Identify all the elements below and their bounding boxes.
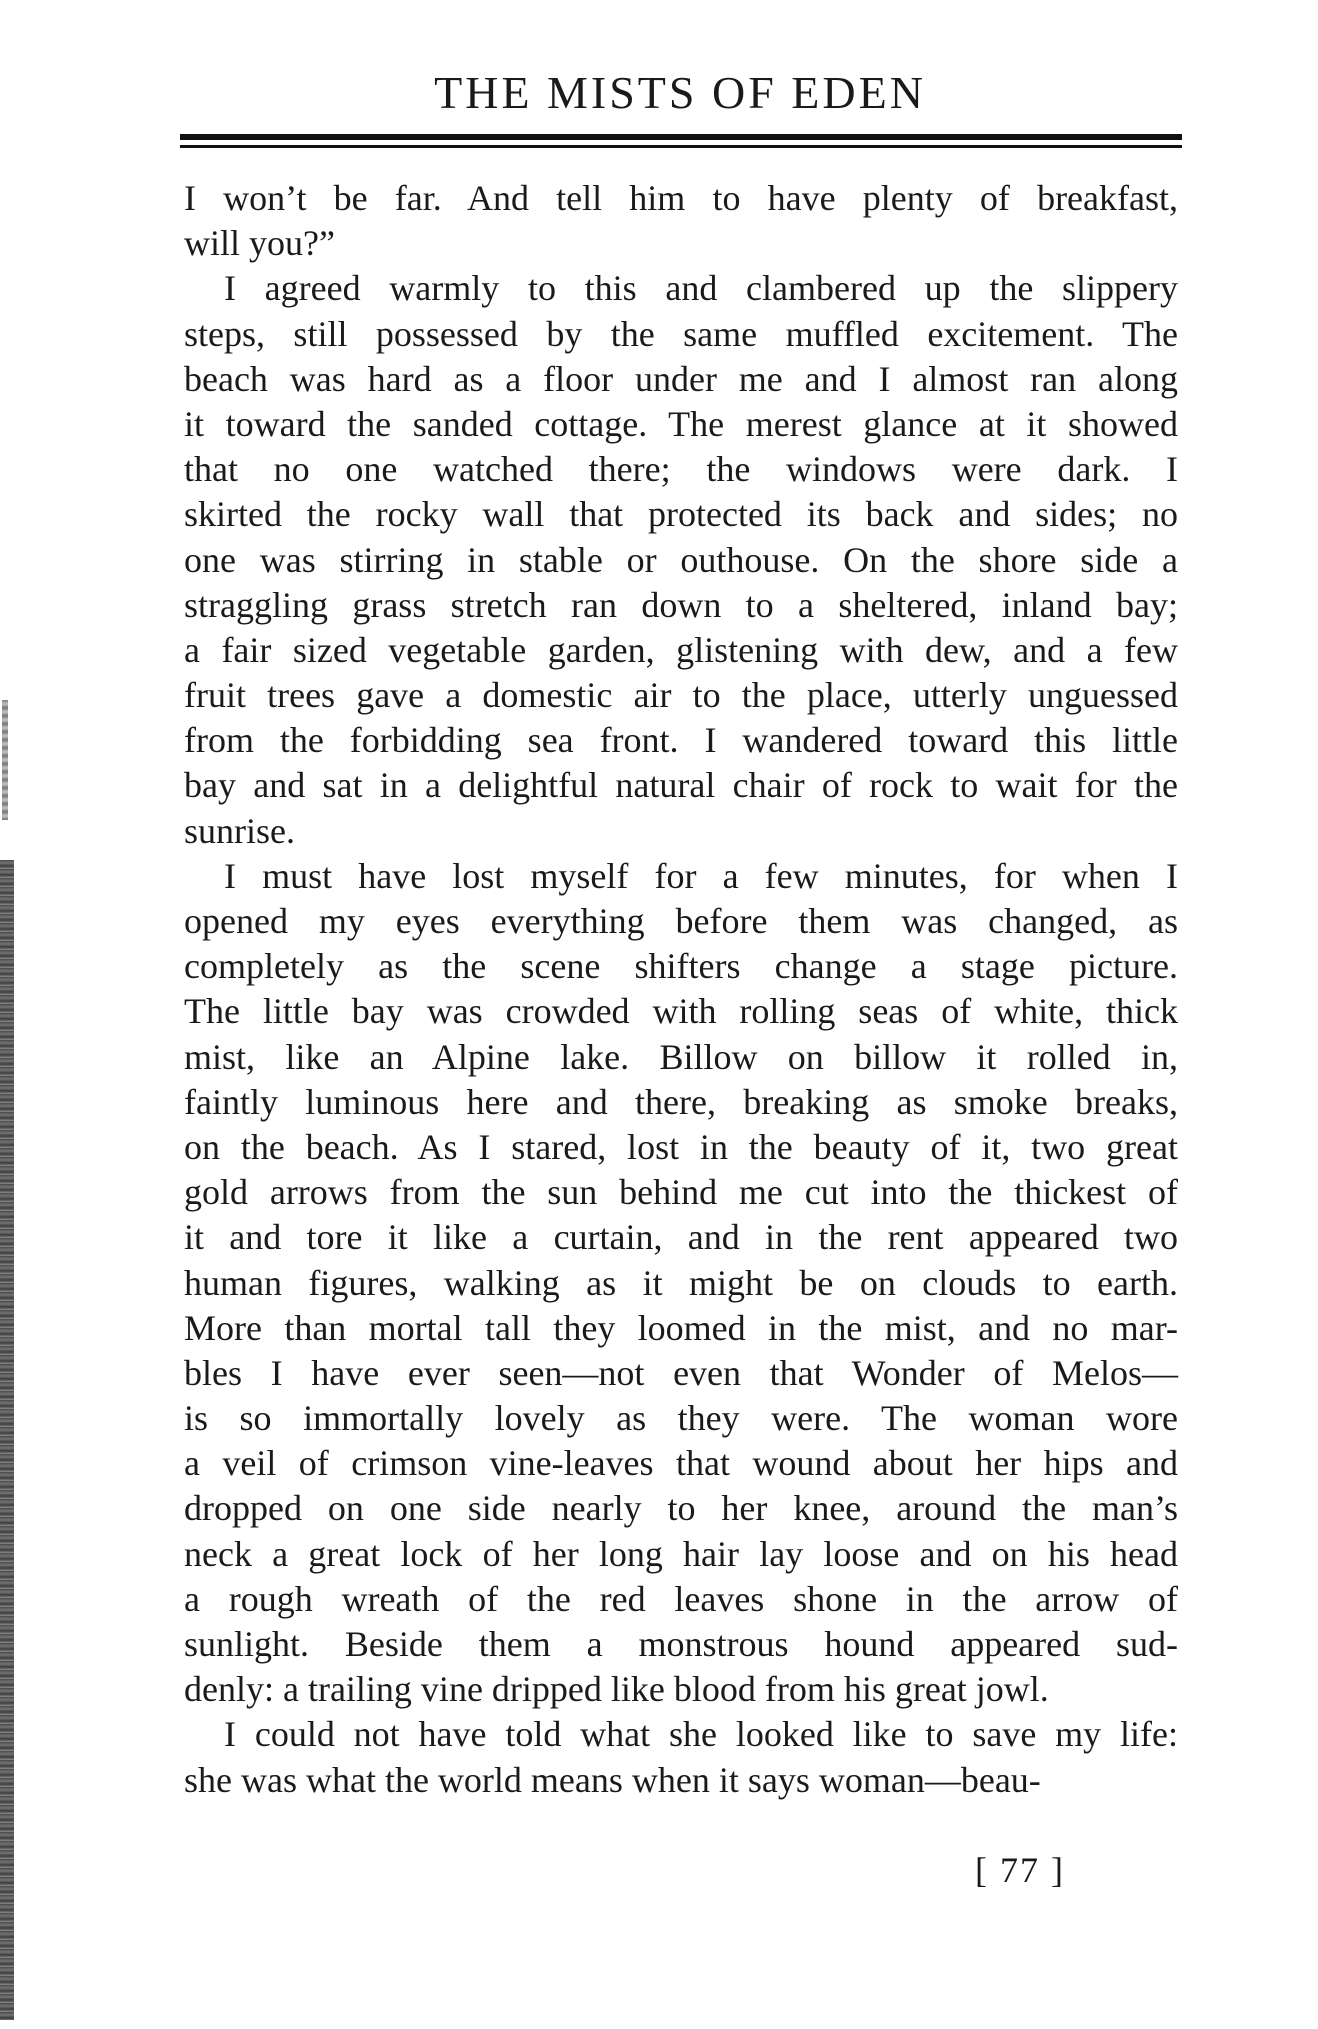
text-line: it and tore it like a curtain, and in the rent appeared two: [184, 1217, 1178, 1258]
text-line: dropped on one side nearly to her knee, around the man’s: [184, 1488, 1178, 1529]
text-line: a veil of crimson vine-leaves that wound about her hips and: [184, 1443, 1178, 1484]
text-line: I won’t be far. And tell him to have plenty of breakfast,: [184, 178, 1178, 218]
text-line: beach was hard as a floor under me and I almost ran along: [184, 358, 1178, 399]
header-rule-thick: [180, 134, 1182, 140]
text-line: fruit trees gave a domestic air to the place, utterly unguessed: [184, 675, 1178, 716]
page-number: [ 77 ]: [975, 1850, 1065, 1890]
text-line: The little bay was crowded with rolling seas of white, thick: [184, 991, 1178, 1032]
text-line: it toward the sanded cottage. The merest glance at it showed: [184, 403, 1178, 444]
text-line: I must have lost myself for a few minutes, for when I: [224, 855, 1178, 896]
page-binding-edge: [0, 860, 14, 2020]
text-line: straggling grass stretch ran down to a sheltered, inland bay;: [184, 584, 1178, 625]
text-line: one was stirring in stable or outhouse. On the shore side a: [184, 539, 1178, 580]
text-line: bay and sat in a delightful natural chair of rock to wait for the: [184, 765, 1178, 806]
text-line: a rough wreath of the red leaves shone in the arrow of: [184, 1578, 1178, 1619]
text-line: completely as the scene shifters change a stage picture.: [184, 946, 1178, 987]
paragraph: [184, 266, 1178, 853]
text-line: sunrise.: [184, 810, 295, 851]
paragraph: [184, 854, 1178, 1713]
text-line: a fair sized vegetable garden, glistening with dew, and a few: [184, 629, 1178, 670]
text-line: I could not have told what she looked like to save my life:: [224, 1714, 1178, 1755]
text-line: bles I have ever seen—not even that Wonder of Melos—: [184, 1352, 1178, 1393]
header-rule-thin: [180, 145, 1182, 148]
text-line: steps, still possessed by the same muffled excitement. The: [184, 313, 1178, 354]
text-line: that no one watched there; the windows were dark. I: [184, 449, 1178, 490]
text-line: I agreed warmly to this and clambered up the slippery: [224, 268, 1178, 309]
text-line: skirted the rocky wall that protected its back and sides; no: [184, 494, 1178, 535]
text-line: More than mortal tall they loomed in the mist, and no mar-: [184, 1307, 1178, 1348]
text-line: will you?”: [184, 223, 335, 264]
page-binding-speck: [2, 700, 8, 820]
text-line: from the forbidding sea front. I wandered toward this little: [184, 720, 1178, 761]
text-line: denly: a trailing vine dripped like blood from his great jowl.: [184, 1669, 1049, 1710]
text-line: faintly luminous here and there, breaking as smoke breaks,: [184, 1081, 1178, 1122]
text-line: she was what the world means when it says woman—beau-: [184, 1759, 1041, 1800]
text-line: opened my eyes everything before them was changed, as: [184, 901, 1178, 941]
text-line: on the beach. As I stared, lost in the beauty of it, two great: [184, 1126, 1178, 1167]
paragraph: [184, 176, 1178, 266]
body-text: [184, 176, 1178, 1803]
text-line: human figures, walking as it might be on clouds to earth.: [184, 1262, 1178, 1303]
text-line: neck a great lock of her long hair lay loose and on his head: [184, 1533, 1178, 1574]
text-line: gold arrows from the sun behind me cut into the thickest of: [184, 1172, 1178, 1213]
text-line: mist, like an Alpine lake. Billow on billow it rolled in,: [184, 1036, 1178, 1077]
running-head: THE MISTS OF EDEN: [434, 67, 926, 118]
text-line: is so immortally lovely as they were. The woman wore: [184, 1398, 1178, 1439]
text-line: sunlight. Beside them a monstrous hound appeared sud-: [184, 1624, 1178, 1664]
paragraph: [184, 1712, 1178, 1802]
